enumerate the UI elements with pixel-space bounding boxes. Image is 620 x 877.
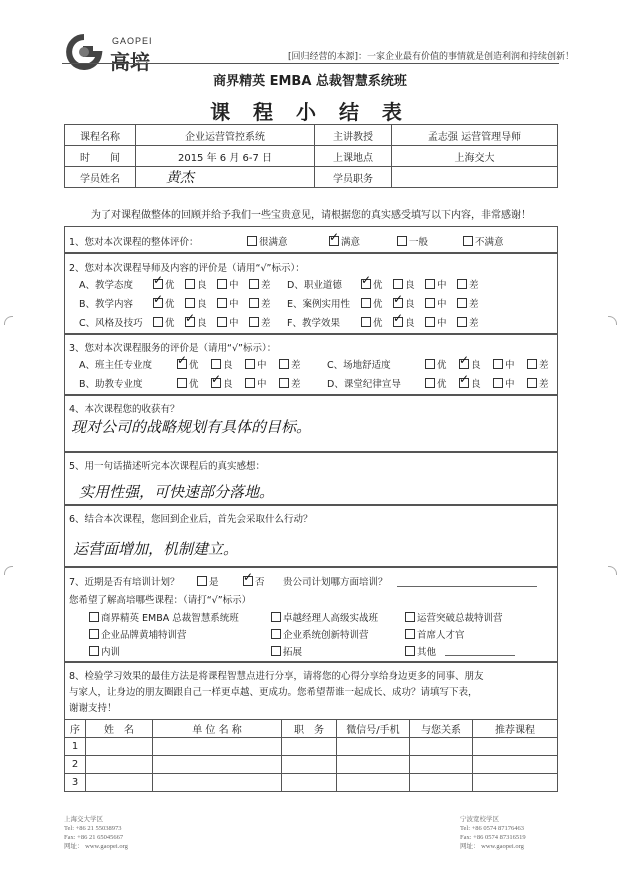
scan-mark xyxy=(4,566,13,575)
rating-option-label: 良 xyxy=(405,299,415,310)
rating-option-label: 差 xyxy=(539,379,549,390)
rating-option-label: 优 xyxy=(437,379,447,390)
table-row xyxy=(65,738,558,756)
rating-option[interactable] xyxy=(217,277,239,291)
checkbox[interactable] xyxy=(177,378,187,388)
rating-option[interactable] xyxy=(425,296,447,310)
rating-option-label: 中 xyxy=(229,299,239,310)
footer-left-fax: Fax: +86 21 65045667 xyxy=(64,834,124,841)
course-option-label: 企业系统创新特训营 xyxy=(283,630,369,641)
checkbox[interactable] xyxy=(425,298,435,308)
place-label: 上课地点 xyxy=(315,146,392,167)
course-option-label: 其他 xyxy=(417,647,437,658)
checkbox[interactable] xyxy=(405,646,415,656)
footer-right-fax: Fax: +86 0574 87316519 xyxy=(460,834,526,841)
cell[interactable] xyxy=(153,774,282,792)
rating-option-label: 优 xyxy=(165,299,175,310)
rating-option-label: 优 xyxy=(373,280,383,291)
form-title: 课 程 小 结 表 xyxy=(210,100,410,124)
q2-box xyxy=(64,253,558,334)
course-option-label: 首席人才官 xyxy=(417,630,465,641)
q5-answer-handwriting[interactable]: 实用性强，可快速部分落地。 xyxy=(79,483,275,501)
course-option[interactable] xyxy=(271,627,369,641)
checkbox[interactable] xyxy=(249,298,259,308)
checkbox[interactable] xyxy=(197,576,207,586)
rating-option[interactable] xyxy=(185,296,207,310)
logo-english: GAOPEI xyxy=(112,36,153,46)
course-option[interactable] xyxy=(405,627,465,641)
checkbox-checked[interactable] xyxy=(243,576,253,586)
checkbox[interactable] xyxy=(271,646,281,656)
row-index: 3 xyxy=(65,774,86,792)
q1-opt-very-satisfied[interactable]: 很满意 xyxy=(247,234,288,248)
rating-option[interactable] xyxy=(361,277,383,291)
gaopei-logo-icon xyxy=(62,34,106,70)
cell[interactable] xyxy=(337,774,410,792)
rating-item-label: E、案例实用性 xyxy=(287,299,351,310)
footer-right-campus: 宁波宽校学区 xyxy=(460,816,499,823)
cell[interactable] xyxy=(282,756,337,774)
checkbox[interactable] xyxy=(89,612,99,622)
rating-item-label: C、风格及技巧 xyxy=(79,318,143,329)
rating-option[interactable] xyxy=(457,296,479,310)
course-option-label: 拓展 xyxy=(283,647,303,658)
q7-box xyxy=(64,567,558,662)
q8-text-3: 谢谢支持！ xyxy=(69,703,117,714)
logo-chinese: 高培 xyxy=(110,50,150,74)
rating-option-label: 中 xyxy=(505,360,515,371)
q6-box xyxy=(64,505,558,567)
checkbox[interactable] xyxy=(425,359,435,369)
place-value[interactable]: 上海交大 xyxy=(392,146,558,167)
rating-option[interactable] xyxy=(249,315,271,329)
rating-option[interactable] xyxy=(527,357,549,371)
checkbox[interactable] xyxy=(393,279,403,289)
checkbox[interactable] xyxy=(89,646,99,656)
cell[interactable] xyxy=(473,774,558,792)
rating-option[interactable] xyxy=(153,277,175,291)
checkbox-checked[interactable] xyxy=(153,298,163,308)
q1-box xyxy=(64,226,558,253)
rating-option-label: 差 xyxy=(469,299,479,310)
col-wechat: 微信号/手机 xyxy=(337,720,410,738)
rating-option-label: 差 xyxy=(261,299,271,310)
scan-mark xyxy=(4,316,13,325)
cell[interactable] xyxy=(410,774,473,792)
checkbox[interactable] xyxy=(457,279,467,289)
rating-item-label: B、助教专业度 xyxy=(79,379,143,390)
rating-option-label: 中 xyxy=(257,379,267,390)
student-name-handwriting: 黄杰 xyxy=(166,170,194,186)
cell[interactable] xyxy=(473,756,558,774)
rating-option[interactable] xyxy=(425,376,447,390)
checkbox[interactable] xyxy=(425,279,435,289)
cell[interactable] xyxy=(282,738,337,756)
rating-option[interactable] xyxy=(459,376,481,390)
table-row xyxy=(65,774,558,792)
rating-option[interactable] xyxy=(177,357,199,371)
col-course: 推荐课程 xyxy=(473,720,558,738)
rating-option-label: 差 xyxy=(261,318,271,329)
checkbox-checked[interactable] xyxy=(393,298,403,308)
footer-right-tel: Tel: +86 0574 87176463 xyxy=(460,825,525,832)
checkbox-checked[interactable] xyxy=(459,378,469,388)
course-option[interactable] xyxy=(271,610,378,624)
program-title: 商界精英 EMBA 总裁智慧系统班 xyxy=(213,74,407,89)
q8-text-2: 与家人，让身边的朋友圈跟自己一样更卓越、更成功。您希望帮谁一起成长、成功？请填写下表， xyxy=(69,687,478,698)
col-company: 单 位 名 称 xyxy=(153,720,282,738)
checkbox[interactable] xyxy=(185,279,195,289)
q3-label: 3、您对本次课程服务的评价是（请用“√”标示）： xyxy=(69,343,277,354)
checkbox[interactable] xyxy=(361,298,371,308)
course-option-label: 商界精英 EMBA 总裁智慧系统班 xyxy=(101,613,239,624)
rating-option[interactable] xyxy=(493,357,515,371)
rating-option-label: 良 xyxy=(405,318,415,329)
rating-option[interactable] xyxy=(361,315,383,329)
rating-option[interactable] xyxy=(279,376,301,390)
time-value[interactable]: 2015 年 6 月 6-7 日 xyxy=(136,146,315,167)
rating-option-label: 优 xyxy=(165,280,175,291)
q7-opt-yes[interactable]: 是 xyxy=(197,574,219,588)
rating-option-label: 差 xyxy=(261,280,271,291)
checkbox[interactable] xyxy=(527,359,537,369)
checkbox[interactable] xyxy=(271,612,281,622)
rating-option-label: 差 xyxy=(291,360,301,371)
rating-option-label: 优 xyxy=(189,379,199,390)
checkbox[interactable] xyxy=(279,359,289,369)
rating-option-label: 差 xyxy=(539,360,549,371)
course-option[interactable] xyxy=(89,627,187,641)
position-value[interactable] xyxy=(392,167,558,188)
checkbox[interactable] xyxy=(457,317,467,327)
q3-box xyxy=(64,334,558,395)
rating-option-label: 优 xyxy=(373,299,383,310)
col-index: 序 xyxy=(65,720,86,738)
q6-answer-handwriting[interactable]: 运营面增加，机制建立。 xyxy=(73,540,239,558)
slogan: [回归经营的本源]：一家企业最有价值的事情就是创造利润和持续创新！ xyxy=(288,52,575,62)
q7-followup-label: 贵公司计划哪方面培训？ xyxy=(283,577,388,588)
col-name: 姓 名 xyxy=(86,720,153,738)
q8-text-1: 8、检验学习效果的最佳方法是将课程智慧点进行分享，请将您的心得分享给身边更多的同事、朋友 xyxy=(69,671,484,682)
course-option[interactable] xyxy=(89,610,239,624)
rating-option[interactable] xyxy=(425,277,447,291)
rating-option[interactable] xyxy=(211,357,233,371)
checkbox[interactable] xyxy=(361,317,371,327)
footer-left-web[interactable]: 网址： www.gaopei.org xyxy=(64,843,128,850)
cell[interactable] xyxy=(410,738,473,756)
rating-option[interactable] xyxy=(177,376,199,390)
rating-option[interactable] xyxy=(425,357,447,371)
checkbox[interactable] xyxy=(217,298,227,308)
cell[interactable] xyxy=(86,774,153,792)
checkbox-checked[interactable] xyxy=(393,317,403,327)
rating-option-label: 良 xyxy=(197,280,207,291)
q1-opt-unsatisfied[interactable]: 不满意 xyxy=(463,234,504,248)
rating-option[interactable] xyxy=(249,277,271,291)
cell[interactable] xyxy=(153,738,282,756)
rating-option-label: 差 xyxy=(291,379,301,390)
position-label: 学员职务 xyxy=(315,167,392,188)
lecturer-value[interactable]: 孟志强 运营管理导师 xyxy=(392,125,558,146)
checkbox[interactable] xyxy=(457,298,467,308)
student-value[interactable] xyxy=(136,167,315,188)
checkbox[interactable] xyxy=(493,378,503,388)
course-option[interactable] xyxy=(89,644,120,658)
checkbox[interactable] xyxy=(217,317,227,327)
course-option-label: 卓越经理人高级实战班 xyxy=(283,613,379,624)
checkbox[interactable] xyxy=(425,317,435,327)
checkbox[interactable] xyxy=(89,629,99,639)
course-value[interactable]: 企业运营管控系统 xyxy=(136,125,315,146)
rating-item-label: C、场地舒适度 xyxy=(327,360,391,371)
cell[interactable] xyxy=(86,756,153,774)
cell[interactable] xyxy=(337,756,410,774)
q6-label: 6、结合本次课程，您回到企业后，首先会采取什么行动？ xyxy=(69,514,313,525)
rating-option-label: 优 xyxy=(373,318,383,329)
gaopei-logo xyxy=(62,34,192,74)
student-label: 学员姓名 xyxy=(65,167,136,188)
rating-option[interactable] xyxy=(425,315,447,329)
course-info-table xyxy=(64,124,558,188)
checkbox-checked[interactable] xyxy=(185,317,195,327)
checkbox[interactable] xyxy=(185,298,195,308)
checkbox[interactable] xyxy=(217,279,227,289)
rating-option-label: 良 xyxy=(405,280,415,291)
other-fill-line[interactable] xyxy=(445,655,515,656)
rating-option[interactable] xyxy=(459,357,481,371)
rating-option-label: 中 xyxy=(229,318,239,329)
rating-option[interactable] xyxy=(393,296,415,310)
checkbox[interactable] xyxy=(527,378,537,388)
rating-option-label: 中 xyxy=(229,280,239,291)
checkbox[interactable] xyxy=(153,317,163,327)
rating-option[interactable] xyxy=(153,315,175,329)
checkbox-checked[interactable] xyxy=(361,279,371,289)
row-index: 1 xyxy=(65,738,86,756)
checkbox-checked[interactable] xyxy=(177,359,187,369)
scan-mark xyxy=(608,566,617,575)
rating-option[interactable] xyxy=(457,315,479,329)
scan-mark xyxy=(608,316,617,325)
rating-option[interactable] xyxy=(249,296,271,310)
q7-followup-line[interactable] xyxy=(397,586,537,587)
checkbox[interactable] xyxy=(405,629,415,639)
footer-left-campus: 上海交大学区 xyxy=(64,816,103,823)
rating-option-label: 差 xyxy=(469,280,479,291)
rating-option-label: 优 xyxy=(165,318,175,329)
footer-left-tel: Tel: +86 21 55038973 xyxy=(64,825,122,832)
col-relation: 与您关系 xyxy=(410,720,473,738)
course-option-label: 企业品牌黄埔特训营 xyxy=(101,630,187,641)
q4-answer-handwriting[interactable]: 现对公司的战略规划有具体的目标。 xyxy=(71,418,312,436)
rating-option[interactable] xyxy=(217,296,239,310)
checkbox[interactable] xyxy=(247,236,257,246)
checkbox-checked[interactable] xyxy=(329,236,339,246)
rating-option[interactable] xyxy=(245,376,267,390)
rating-option-label: 中 xyxy=(257,360,267,371)
checkbox-checked[interactable] xyxy=(153,279,163,289)
rating-item-label: D、课堂纪律宣导 xyxy=(327,379,401,390)
rating-option[interactable] xyxy=(185,315,207,329)
referral-table xyxy=(64,719,558,792)
footer-right xyxy=(460,815,526,851)
cell[interactable] xyxy=(153,756,282,774)
course-option[interactable] xyxy=(405,610,503,624)
course-option-label: 运营突破总裁特训营 xyxy=(417,613,503,624)
checkbox-checked[interactable] xyxy=(459,359,469,369)
checkbox[interactable] xyxy=(463,236,473,246)
rating-option-label: 良 xyxy=(197,299,207,310)
footer-right-web[interactable]: 网址： www.gaopei.org xyxy=(460,843,524,850)
row-index: 2 xyxy=(65,756,86,774)
q1-label: 1、您对本次课程的整体评价： xyxy=(69,237,199,248)
rating-item-label: A、教学态度 xyxy=(79,280,133,291)
rating-option-label: 良 xyxy=(471,379,481,390)
checkbox[interactable] xyxy=(405,612,415,622)
q7-more-label: 您希望了解高培哪些课程：（请打“√”标示） xyxy=(69,595,252,606)
rating-option[interactable] xyxy=(185,277,207,291)
course-option-label: 内训 xyxy=(101,647,121,658)
checkbox[interactable] xyxy=(397,236,407,246)
rating-item-label: F、教学效果 xyxy=(287,318,340,329)
q4-box xyxy=(64,395,558,452)
rating-option[interactable] xyxy=(279,357,301,371)
rating-option[interactable] xyxy=(493,376,515,390)
q8-box xyxy=(64,662,558,719)
intro-text: 为了对课程做整体的回顾并给予我们一些宝贵意见，请根据您的真实感受填写以下内容，非常感谢！ xyxy=(91,210,531,221)
rating-option-label: 中 xyxy=(505,379,515,390)
col-position: 职 务 xyxy=(282,720,337,738)
cell[interactable] xyxy=(473,738,558,756)
q4-label: 4、本次课程您的收获有？ xyxy=(69,404,180,415)
rating-option[interactable] xyxy=(361,296,383,310)
checkbox-checked[interactable] xyxy=(211,378,221,388)
rating-option[interactable] xyxy=(393,315,415,329)
checkbox[interactable] xyxy=(245,359,255,369)
rating-option-label: 中 xyxy=(437,299,447,310)
checkbox[interactable] xyxy=(279,378,289,388)
rating-option-label: 良 xyxy=(471,360,481,371)
cell[interactable] xyxy=(337,738,410,756)
rating-option-label: 良 xyxy=(197,318,207,329)
rating-option-label: 良 xyxy=(223,379,233,390)
q5-box xyxy=(64,452,558,505)
rating-option[interactable] xyxy=(393,277,415,291)
cell[interactable] xyxy=(86,738,153,756)
rating-option-label: 优 xyxy=(437,360,447,371)
cell[interactable] xyxy=(282,774,337,792)
checkbox[interactable] xyxy=(493,359,503,369)
checkbox[interactable] xyxy=(211,359,221,369)
checkbox[interactable] xyxy=(249,279,259,289)
course-option[interactable] xyxy=(405,644,436,658)
rating-option[interactable] xyxy=(211,376,233,390)
rating-option[interactable] xyxy=(457,277,479,291)
checkbox[interactable] xyxy=(425,378,435,388)
q5-label: 5、用一句话描述听完本次课程后的真实感想： xyxy=(69,461,266,472)
rating-option[interactable] xyxy=(217,315,239,329)
rating-option[interactable] xyxy=(527,376,549,390)
rating-option[interactable] xyxy=(153,296,175,310)
q1-opt-satisfied[interactable]: ✓ 满意 xyxy=(329,234,360,248)
course-option[interactable] xyxy=(271,644,302,658)
checkbox[interactable] xyxy=(271,629,281,639)
lecturer-label: 主讲教授 xyxy=(315,125,392,146)
table-row xyxy=(65,756,558,774)
rating-option-label: 中 xyxy=(437,318,447,329)
q7-label: 7、近期是否有培训计划？ xyxy=(69,577,180,588)
checkbox[interactable] xyxy=(249,317,259,327)
time-label: 时 间 xyxy=(65,146,136,167)
rating-option-label: 良 xyxy=(223,360,233,371)
rating-option-label: 优 xyxy=(189,360,199,371)
rating-item-label: A、班主任专业度 xyxy=(79,360,152,371)
q7-opt-no[interactable]: ✓ 否 xyxy=(243,574,265,588)
course-label: 课程名称 xyxy=(65,125,136,146)
rating-item-label: D、职业道德 xyxy=(287,280,342,291)
checkbox[interactable] xyxy=(245,378,255,388)
rating-option-label: 中 xyxy=(437,280,447,291)
rating-option[interactable] xyxy=(245,357,267,371)
q2-label: 2、您对本次课程导师及内容的评价是（请用“√”标示）： xyxy=(69,263,305,274)
rating-item-label: B、教学内容 xyxy=(79,299,134,310)
referral-header-row xyxy=(65,720,558,738)
cell[interactable] xyxy=(410,756,473,774)
q1-opt-average[interactable]: 一般 xyxy=(397,234,428,248)
rating-option-label: 差 xyxy=(469,318,479,329)
footer-left xyxy=(64,815,128,851)
header-divider xyxy=(62,63,559,64)
